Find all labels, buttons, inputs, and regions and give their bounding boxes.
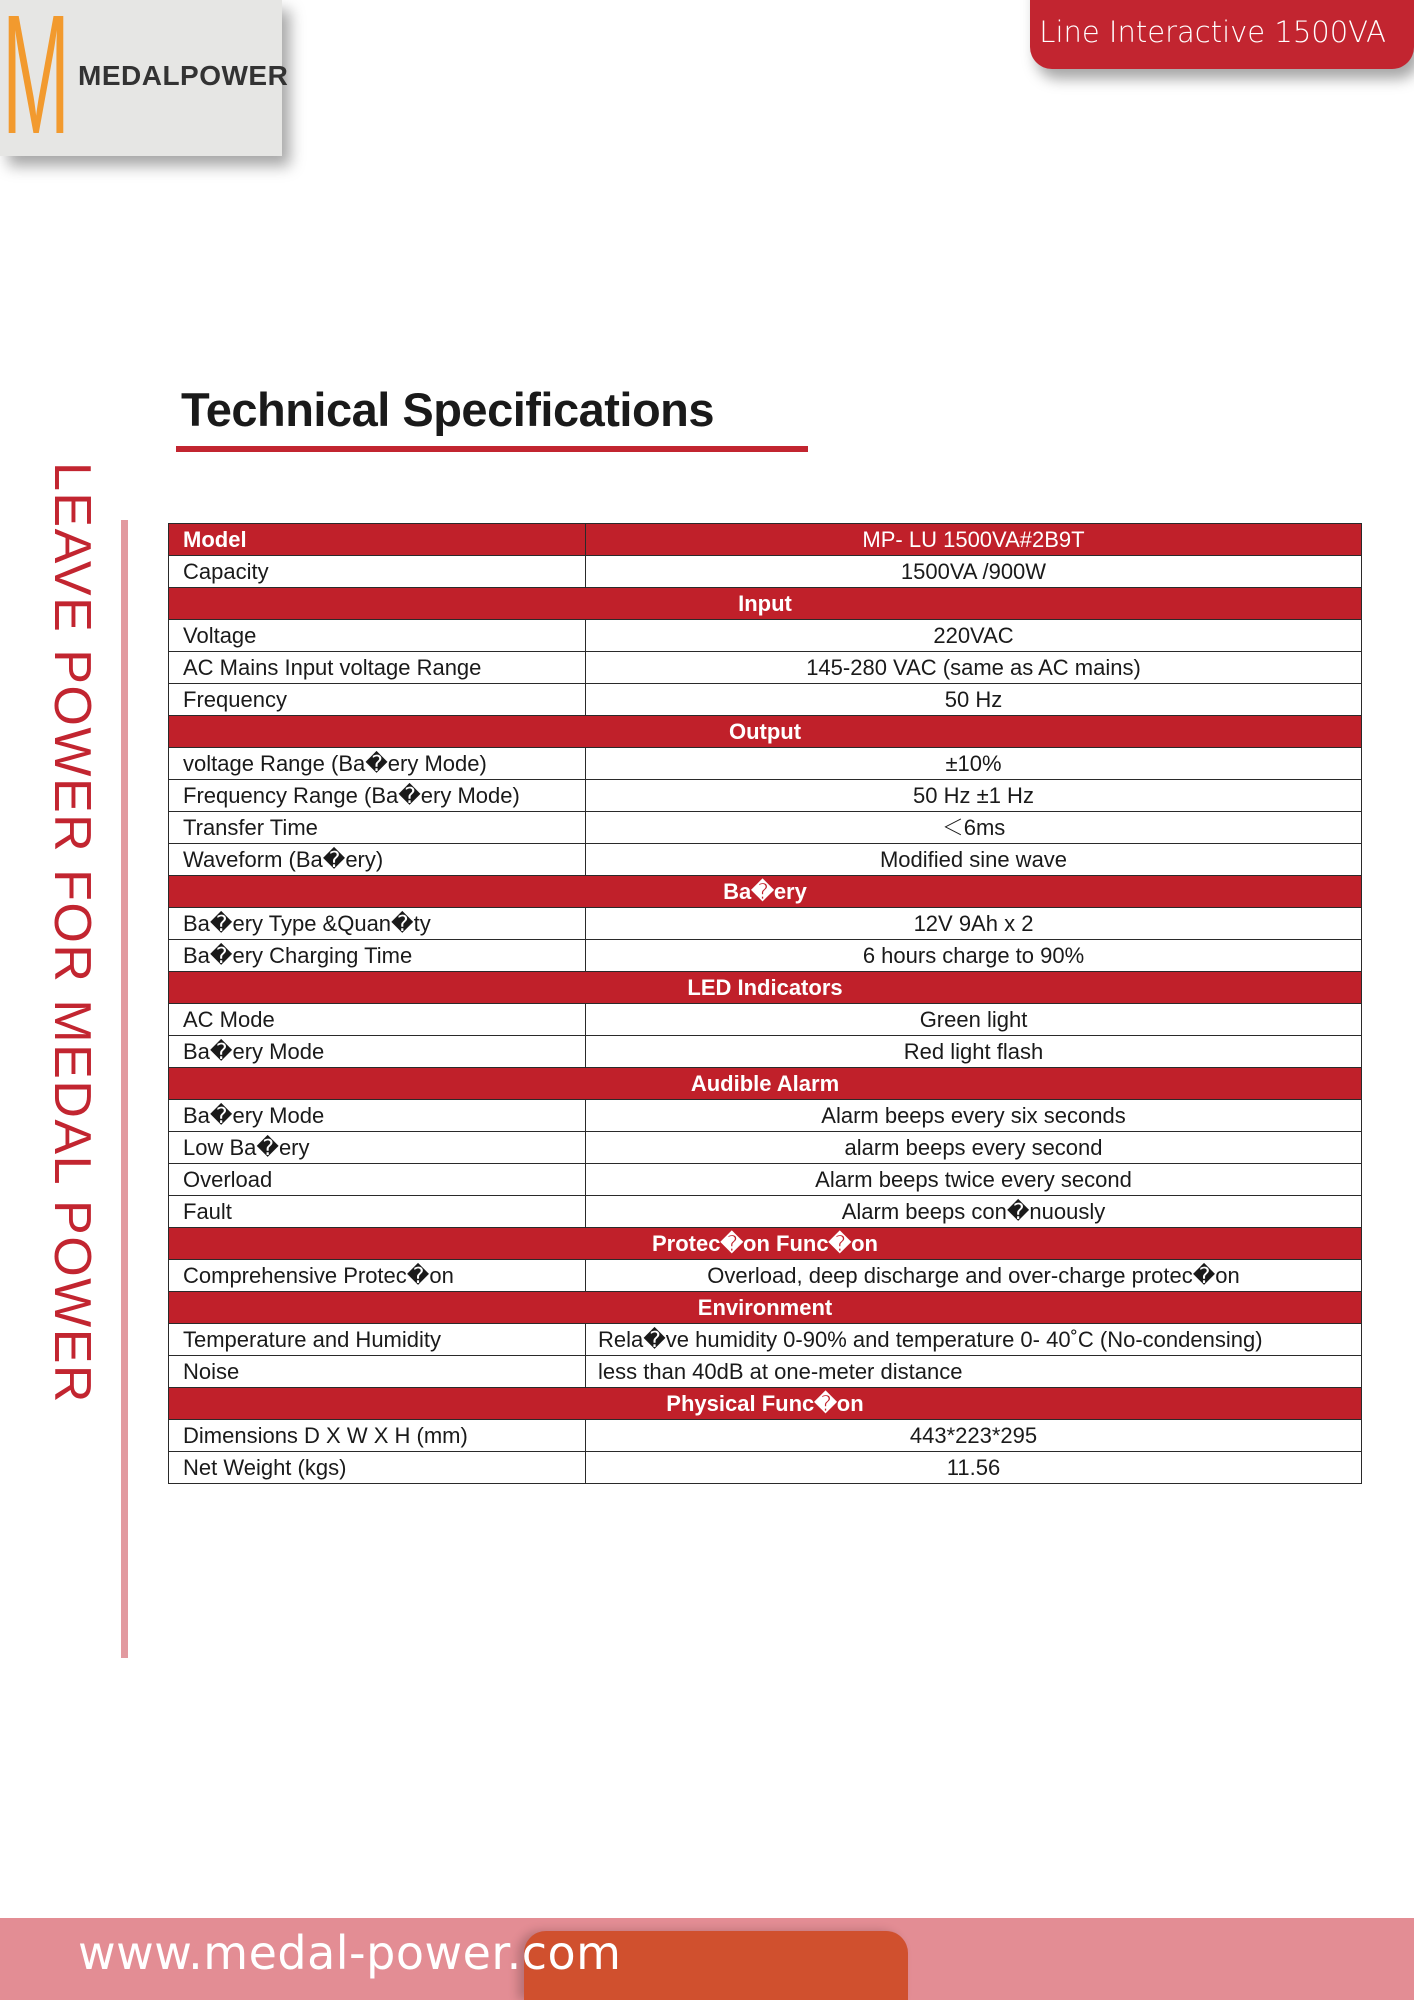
table-row [169, 620, 1362, 652]
spec-value: alarm beeps every second [586, 1132, 1362, 1164]
spec-value: 11.56 [586, 1452, 1362, 1484]
spec-label: Ba�ery Mode [169, 1036, 586, 1068]
section-title: Output [169, 716, 1362, 748]
table-row [169, 1036, 1362, 1068]
spec-label: Ba�ery Type &Quan�ty [169, 908, 586, 940]
spec-value: less than 40dB at one-meter distance [586, 1356, 1362, 1388]
section-title: Protec�on Func�on [169, 1228, 1362, 1260]
spec-label: voltage Range (Ba�ery Mode) [169, 748, 586, 780]
side-divider [121, 520, 128, 1658]
spec-value: 443*223*295 [586, 1420, 1362, 1452]
section-header [169, 876, 1362, 908]
table-row [169, 1452, 1362, 1484]
section-title: Physical Func�on [169, 1388, 1362, 1420]
section-header [169, 972, 1362, 1004]
section-title: Input [169, 588, 1362, 620]
spec-label: Voltage [169, 620, 586, 652]
spec-label: Ba�ery Mode [169, 1100, 586, 1132]
spec-value: 220VAC [586, 620, 1362, 652]
model-label: Model [169, 524, 586, 556]
table-row [169, 908, 1362, 940]
side-slogan-text: LEAVE POWER FOR MEDAL POWER [43, 462, 101, 1404]
spec-value: Alarm beeps con�nuously [586, 1196, 1362, 1228]
spec-value: 50 Hz ±1 Hz [586, 780, 1362, 812]
page-title: Technical Specifications [181, 383, 715, 436]
table-row [169, 652, 1362, 684]
spec-value: ＜6ms [586, 812, 1362, 844]
section-header [169, 1388, 1362, 1420]
table-row [169, 684, 1362, 716]
table-row [169, 844, 1362, 876]
table-header-row [169, 524, 1362, 556]
spec-label: Frequency [169, 684, 586, 716]
table-row [169, 1196, 1362, 1228]
spec-label: Fault [169, 1196, 586, 1228]
spec-value: Green light [586, 1004, 1362, 1036]
spec-value: Modified sine wave [586, 844, 1362, 876]
spec-label: AC Mode [169, 1004, 586, 1036]
table-row [169, 780, 1362, 812]
table-row [169, 748, 1362, 780]
logo-text: MEDALPOWER [78, 60, 289, 91]
spec-value: 1500VA /900W [586, 556, 1362, 588]
section-title: Audible Alarm [169, 1068, 1362, 1100]
section-header [169, 1292, 1362, 1324]
section-header [169, 1068, 1362, 1100]
table-row [169, 940, 1362, 972]
spec-value: Red light flash [586, 1036, 1362, 1068]
section-header [169, 1228, 1362, 1260]
table-row [169, 812, 1362, 844]
spec-value: 145-280 VAC (same as AC mains) [586, 652, 1362, 684]
spec-label: Capacity [169, 556, 586, 588]
website-link[interactable]: www.medal-power.com [78, 1926, 622, 1980]
logo-letter: M [2, 0, 70, 170]
table-row [169, 1260, 1362, 1292]
spec-label: Ba�ery Charging Time [169, 940, 586, 972]
spec-label: Low Ba�ery [169, 1132, 586, 1164]
spec-label: AC Mains Input voltage Range [169, 652, 586, 684]
spec-value: 12V 9Ah x 2 [586, 908, 1362, 940]
spec-label: Temperature and Humidity [169, 1324, 586, 1356]
table-row [169, 1324, 1362, 1356]
section-title: Ba�ery [169, 876, 1362, 908]
spec-value: Alarm beeps every six seconds [586, 1100, 1362, 1132]
spec-label: Frequency Range (Ba�ery Mode) [169, 780, 586, 812]
section-header [169, 716, 1362, 748]
spec-label: Noise [169, 1356, 586, 1388]
spec-label: Waveform (Ba�ery) [169, 844, 586, 876]
section-title: LED Indicators [169, 972, 1362, 1004]
spec-label: Overload [169, 1164, 586, 1196]
table-row [169, 1132, 1362, 1164]
spec-value: Rela�ve humidity 0-90% and temperature 0- 40˚C (No-condensing) [586, 1324, 1362, 1356]
spec-value: Alarm beeps twice every second [586, 1164, 1362, 1196]
table-row [169, 1164, 1362, 1196]
spec-table [168, 523, 1362, 1484]
table-row [169, 1356, 1362, 1388]
product-tab-label: Line Interactive 1500VA [1039, 15, 1386, 49]
table-row [169, 1100, 1362, 1132]
spec-label: Transfer Time [169, 812, 586, 844]
spec-label: Comprehensive Protec�on [169, 1260, 586, 1292]
model-value: MP- LU 1500VA#2B9T [586, 524, 1362, 556]
title-underline [176, 446, 808, 452]
table-row [169, 1004, 1362, 1036]
spec-label: Net Weight (kgs) [169, 1452, 586, 1484]
product-tab [1030, 0, 1414, 69]
spec-value: Overload, deep discharge and over-charge protec�on [586, 1260, 1362, 1292]
spec-value: 6 hours charge to 90% [586, 940, 1362, 972]
spec-value: 50 Hz [586, 684, 1362, 716]
table-row [169, 1420, 1362, 1452]
side-slogan [42, 462, 102, 1662]
spec-label: Dimensions D X W X H (mm) [169, 1420, 586, 1452]
section-title: Environment [169, 1292, 1362, 1324]
spec-value: ±10% [586, 748, 1362, 780]
logo [0, 0, 289, 170]
table-row [169, 556, 1362, 588]
section-header [169, 588, 1362, 620]
